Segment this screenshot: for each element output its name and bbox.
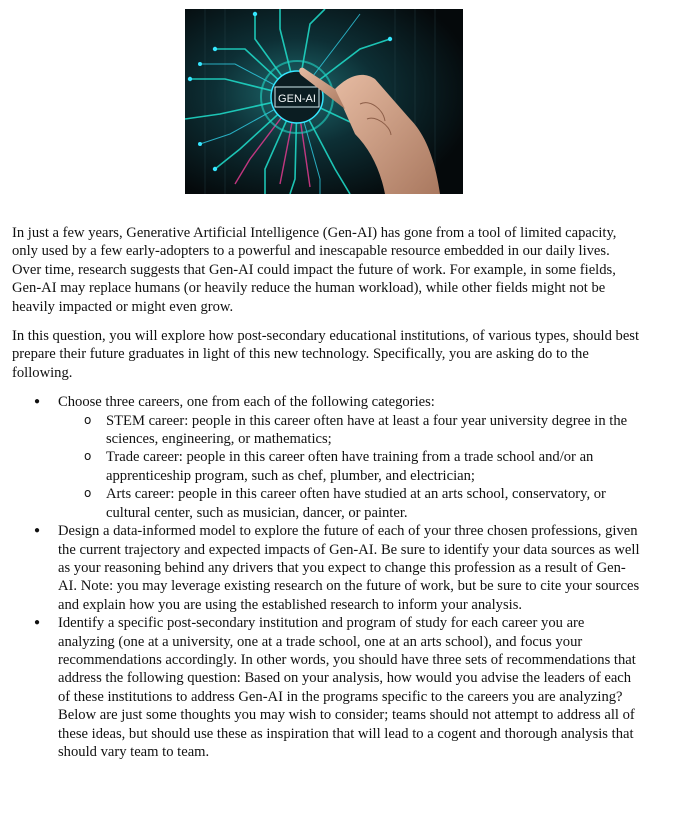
intro-paragraph-1: In just a few years, Generative Artificial Intelligence (Gen-AI) has gone from a tool of limited capacity, only used by a few early-adopters to a powerful and inescapable resource embedded in our daily lives. Over time, research suggests that Gen-AI could impact the future of work. For example, in some fields, Gen-AI may replace humans (or heavily reduce the human workload), while other fields might not be heavily impacted or might even grow. <box>12 225 617 315</box>
career-category-stem: o STEM career: people in this career often have at least a four year university degree in the sciences, engineering, or mathematics; <box>58 412 642 449</box>
task-item-text: ● Choose three careers, one from each of the following categories: <box>58 394 435 411</box>
gen-ai-chip-label: GEN-AI <box>278 93 316 105</box>
career-category-list <box>58 412 642 522</box>
intro-paragraph-2: In this question, you will explore how post-secondary educational institutions, of various types, should best prepare their future graduates in light of this new technology. Specifically, you are asking do to the following. <box>12 328 640 381</box>
circuit-hand-illustration <box>185 9 463 194</box>
task-item-continuation: Below are just some thoughts you may wish to consider; teams should not attempt to address all of these ideas, but should use these as inspiration that will lead to a cogent and thorough analysis that should vary team to team. <box>58 707 635 760</box>
task-item-identify-institution <box>12 614 642 761</box>
career-category-arts: o Arts career: people in this career often have studied at an arts school, conservatory, or cultural center, such as musician, dancer, or painter. <box>58 485 642 522</box>
gen-ai-hero-image <box>185 9 463 194</box>
question-body <box>12 224 642 761</box>
task-item-text: ● Design a data-informed model to explore the future of each of your three chosen professions, given the current trajectory and expected impacts of Gen-AI. Be sure to identify your data sources as well as your reasoning behind any drivers that you expect to change this profession as a result of Gen-AI. Note: you may leverage existing research on the future of work, but be sure to cite your sources and explain how you are using the established research to inform your analysis. <box>58 523 640 613</box>
task-item-design-model <box>12 522 642 614</box>
task-item-choose-careers <box>12 393 642 522</box>
career-category-trade: o Trade career: people in this career often have training from a trade school and/or an apprenticeship program, such as chef, plumber, and electrician; <box>58 448 642 485</box>
task-list <box>12 393 642 761</box>
task-item-text: ● Identify a specific post-secondary institution and program of study for each career you are analyzing (one at a university, one at a trade school, one at an arts school), and focus your recommendations accordingly. In other words, you should have three sets of recommendations that address the following question: Based on your analysis, how would you advise the leaders of each of these institutions to address Gen-AI in the programs specific to the careers you are analyzing? <box>58 615 636 705</box>
